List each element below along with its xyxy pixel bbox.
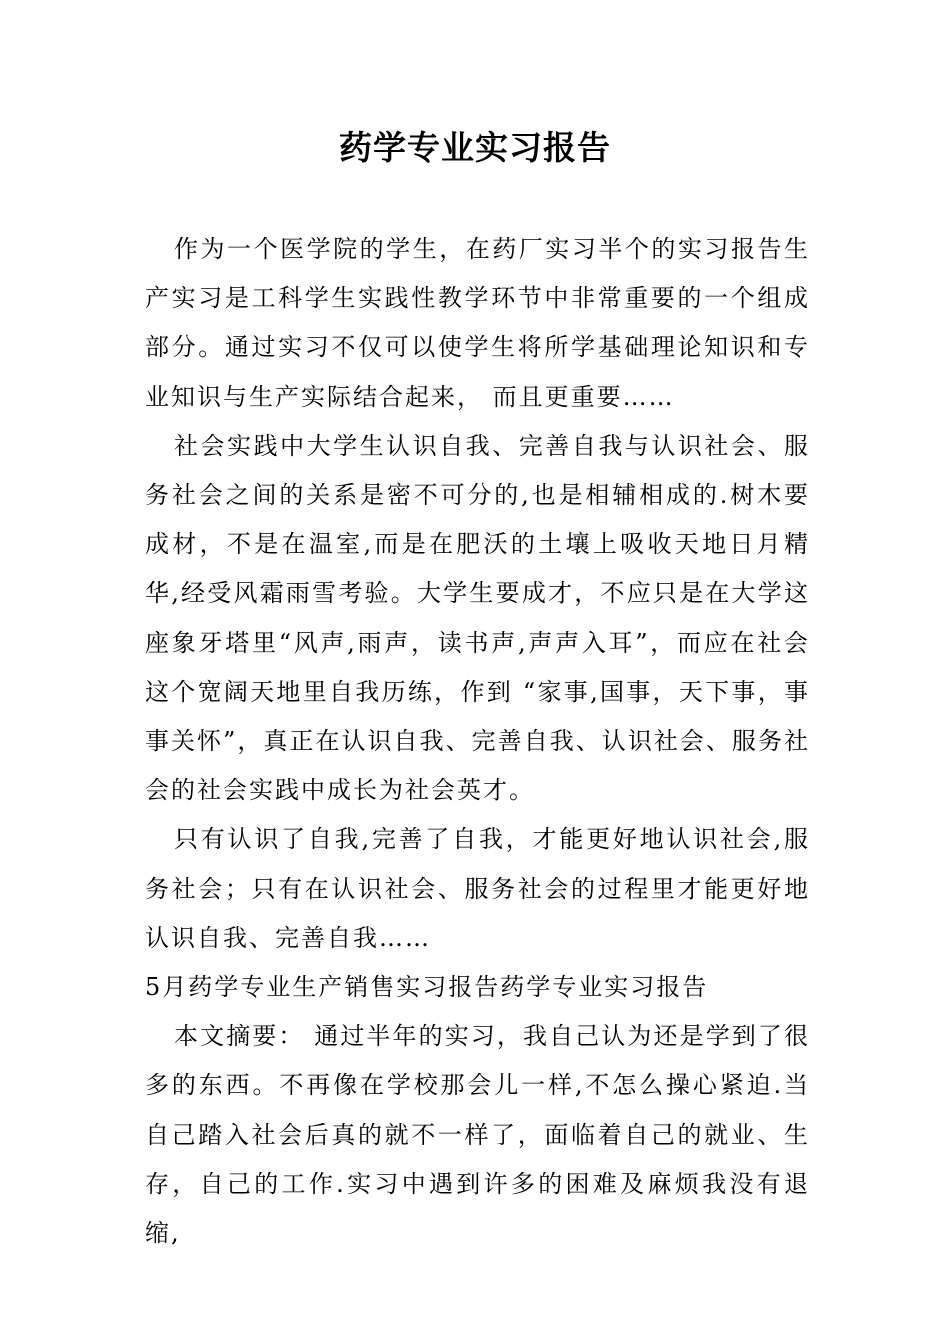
paragraph-social-practice: 社会实践中大学生认识自我、完善自我与认识社会、服务社会之间的关系是密不可分的,也是相辅相成的.树木要成材，不是在温室,而是在肥沃的土壤上吸收天地日月精华,经受风霜雨雪考验。大学生要成才，不应只是在大学这座象牙塔里“风声,雨声，读书声,声声入耳”，而应在社会这个宽阔天地里自我历练，作到 “家事,国事，天下事，事事关怀”，真正在认识自我、完善自我、认识社会、服务社会的社会实践中成长为社会英才。	[145, 431, 810, 805]
section-heading: 5月药学专业生产销售实习报告药学专业实习报告	[145, 973, 709, 1002]
document-body	[145, 225, 810, 1258]
paragraph-intro: 作为一个医学院的学生，在药厂实习半个的实习报告生产实习是工科学生实践性教学环节中非常重要的一个组成部分。通过实习不仅可以使学生将所学基础理论知识和专业知识与生产实际结合起来， 而且更重要……	[145, 235, 810, 411]
paragraph-self-awareness: 只有认识了自我,完善了自我，才能更好地认识社会,服务社会；只有在认识社会、服务社会的过程里才能更好地认识自我、完善自我……	[145, 825, 810, 952]
document-title: 药学专业实习报告	[339, 128, 611, 167]
paragraph-abstract: 本文摘要： 通过半年的实习，我自己认为还是学到了很多的东西。不再像在学校那会儿一样,不怎么操心紧迫.当自己踏入社会后真的就不一样了，面临着自己的就业、生存，自己的工作.实习中遇到许多的困难及麻烦我没有退缩,	[145, 1022, 810, 1248]
